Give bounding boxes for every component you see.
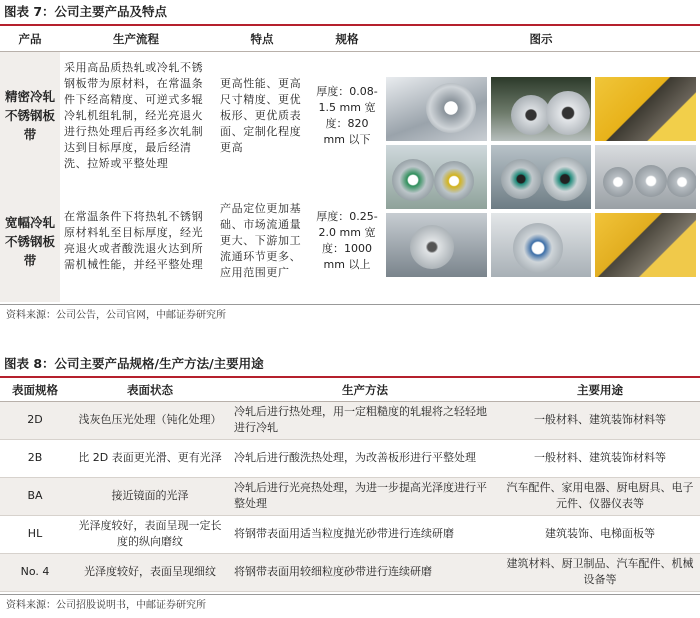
surface-state: 接近镜面的光泽: [70, 477, 230, 515]
surface-spec: 2D: [0, 401, 70, 439]
product-photo: [491, 213, 592, 277]
figure-7-top-rule: [0, 24, 700, 26]
table-row: [0, 401, 700, 439]
surface-state: 比 2D 表面更光滑、更有光泽: [70, 439, 230, 477]
product-photos: [382, 51, 700, 302]
product-photo: [386, 145, 487, 209]
product-photo: [595, 77, 696, 141]
surface-spec: HL: [0, 515, 70, 553]
col-header-spec: 规格: [335, 31, 359, 46]
surface-spec: No. 4: [0, 553, 70, 591]
table-row: [0, 553, 700, 591]
production-method: 冷轧后进行酸洗热处理，为改善板形进行平整处理: [230, 439, 500, 477]
figure-7-source: 资料来源：公司公告，公司官网，中邮证券研究所: [6, 310, 226, 321]
production-method: 将钢带表面用较细粒度砂带进行连续研磨: [230, 553, 500, 591]
col-header-method: 生产方法: [230, 379, 500, 401]
surface-spec: BA: [0, 477, 70, 515]
product-photo: [386, 77, 487, 141]
spec-text: 厚度：0.08-1.5 mm 宽度：820 mm 以下: [316, 84, 378, 146]
main-use: 建筑装饰、电梯面板等: [500, 515, 700, 553]
production-method: 冷轧后进行热处理，用一定粗糙度的轧辊将之轻轻地进行冷轧: [230, 401, 500, 439]
product-photo: [595, 145, 696, 209]
table-row: [0, 439, 700, 477]
main-use: 汽车配件、家用电器、厨电厨具、电子元件、仪器仪表等: [500, 477, 700, 515]
figure-7-bottom-rule: [0, 304, 700, 305]
col-header-image: 图示: [529, 31, 553, 46]
col-header-surface-state: 表面状态: [70, 379, 230, 401]
surface-state: 光泽度较好，表面呈现一定长度的纵向磨纹: [70, 515, 230, 553]
figure-8-top-rule: [0, 376, 700, 378]
table-row: [0, 477, 700, 515]
figure-8-title: 图表 8：公司主要产品规格/生产方法/主要用途: [4, 356, 264, 371]
production-method: 将钢带表面用适当粒度抛光砂带进行连续研磨: [230, 515, 500, 553]
col-header-features: 特点: [250, 31, 274, 46]
features-text: 更高性能、更高尺寸精度、更优板形、更优质表面、定制化程度更高: [220, 76, 302, 154]
product-photo: [491, 145, 592, 209]
table-row: [0, 515, 700, 553]
main-use: 一般材料、建筑装饰材料等: [500, 439, 700, 477]
product-photo: [595, 213, 696, 277]
product-name: 宽幅冷轧不锈钢板带: [0, 180, 60, 302]
main-use: 建筑材料、厨卫制品、汽车配件、机械设备等: [500, 553, 700, 591]
col-header-use: 主要用途: [500, 379, 700, 401]
surface-state: 光泽度较好，表面呈现细纹: [70, 553, 230, 591]
product-photo: [386, 213, 487, 277]
product-photo: [491, 77, 592, 141]
spec-text: 厚度：0.25-2.0 mm 宽度：1000 mm 以上: [316, 210, 378, 271]
product-name: 精密冷轧不锈钢板带: [0, 51, 60, 180]
process-text: 采用高品质热轧或冷轧不锈钢板带为原材料，在常温条件下经高精度、可逆式多辊冷轧机组轧制，经光亮退火进行热处理后再经多次轧制达到目标厚度，最后经清洗、拉矫或平整处理: [64, 60, 204, 170]
product-table: [0, 27, 700, 302]
figure-7-title: 图表 7：公司主要产品及特点: [4, 4, 168, 19]
features-text: 产品定位更加基础、市场流通量更大、下游加工流通环节更多、应用范围更广: [220, 202, 302, 279]
main-use: 一般材料、建筑装饰材料等: [500, 401, 700, 439]
table-row: [0, 51, 700, 180]
col-header-product: 产品: [18, 31, 42, 46]
surface-spec-table: [0, 379, 700, 592]
col-header-surface-spec: 表面规格: [0, 379, 70, 401]
process-text: 在常温条件下将热轧不锈钢原材料轧至目标厚度，经光亮退火或者酸洗退火达到所需机械性能，并经平整处理: [64, 210, 204, 271]
figure-8-source: 资料来源：公司招股说明书，中邮证券研究所: [6, 600, 206, 611]
figure-8-bottom-rule: [0, 594, 700, 595]
surface-state: 浅灰色压光处理（钝化处理）: [70, 401, 230, 439]
surface-spec: 2B: [0, 439, 70, 477]
col-header-process: 生产流程: [113, 31, 159, 46]
production-method: 冷轧后进行光亮热处理，为进一步提高光泽度进行平整处理: [230, 477, 500, 515]
